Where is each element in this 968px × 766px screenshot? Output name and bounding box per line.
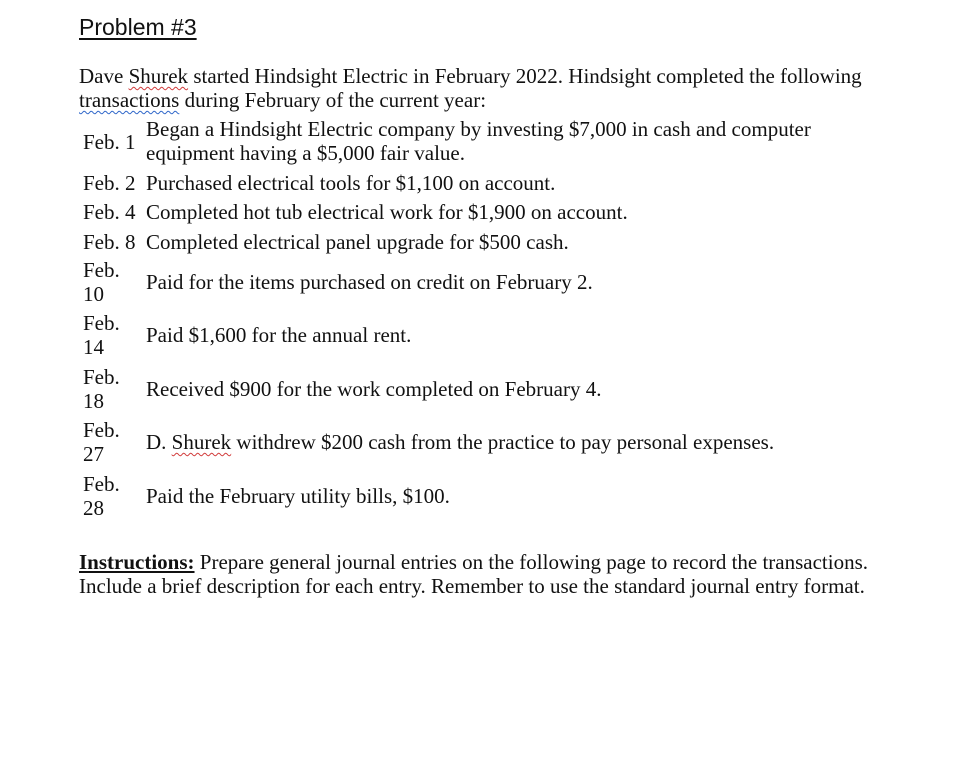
description-line: Began a Hindsight Electric company by investing $7,000 in cash and computer — [146, 117, 811, 141]
description-text: withdrew $200 cash from the practice to pay personal expenses. — [231, 430, 775, 454]
spellcheck-word[interactable]: Shurek — [171, 430, 232, 454]
intro-text: started Hindsight Electric in February 2022. Hindsight completed the following — [188, 64, 862, 88]
instructions-text: Prepare general journal entries on the following page to record the transactions. — [194, 550, 869, 574]
date-day: 10 — [83, 282, 104, 306]
problem-title: Problem #3 — [79, 14, 197, 40]
date-day: 18 — [83, 389, 104, 413]
spellcheck-word[interactable]: Shurek — [128, 64, 189, 88]
transaction-description — [146, 117, 906, 165]
intro-line-1 — [79, 64, 939, 88]
description-line: equipment having a $5,000 fair value. — [146, 141, 465, 165]
transaction-date — [83, 472, 143, 520]
intro-line-2 — [79, 88, 939, 112]
transaction-description: Purchased electrical tools for $1,100 on account. — [146, 171, 556, 195]
transaction-description: Paid the February utility bills, $100. — [146, 484, 450, 508]
intro-text: during February of the current year: — [179, 88, 487, 112]
date-month: Feb. — [83, 311, 120, 335]
instructions-line-1 — [79, 550, 949, 574]
transaction-date: Feb. 1 — [83, 130, 136, 154]
transaction-date — [83, 418, 143, 466]
date-month: Feb. — [83, 472, 120, 496]
intro-paragraph — [79, 64, 939, 112]
transaction-description: Completed hot tub electrical work for $1,900 on account. — [146, 200, 628, 224]
grammar-check-word[interactable]: transactions — [79, 88, 180, 112]
intro-text: Dave — [79, 64, 129, 88]
transaction-description: Completed electrical panel upgrade for $500 cash. — [146, 230, 569, 254]
transaction-date: Feb. 4 — [83, 200, 136, 224]
transaction-description: Paid for the items purchased on credit on February 2. — [146, 270, 593, 294]
date-month: Feb. — [83, 258, 120, 282]
date-day: 27 — [83, 442, 104, 466]
transaction-date: Feb. 8 — [83, 230, 136, 254]
transaction-description: Paid $1,600 for the annual rent. — [146, 323, 412, 347]
transaction-description: Received $900 for the work completed on February 4. — [146, 377, 602, 401]
transaction-date — [83, 311, 143, 359]
instructions-line-2: Include a brief description for each entry. Remember to use the standard journal entry format. — [79, 574, 865, 598]
description-text: D. — [146, 430, 172, 454]
instructions-paragraph — [79, 550, 949, 598]
transaction-date — [83, 258, 143, 306]
date-month: Feb. — [83, 365, 120, 389]
transaction-description — [146, 430, 906, 454]
transaction-date: Feb. 2 — [83, 171, 136, 195]
date-month: Feb. — [83, 418, 120, 442]
date-day: 14 — [83, 335, 104, 359]
instructions-label: Instructions: — [79, 550, 195, 574]
transaction-date — [83, 365, 143, 413]
date-day: 28 — [83, 496, 104, 520]
